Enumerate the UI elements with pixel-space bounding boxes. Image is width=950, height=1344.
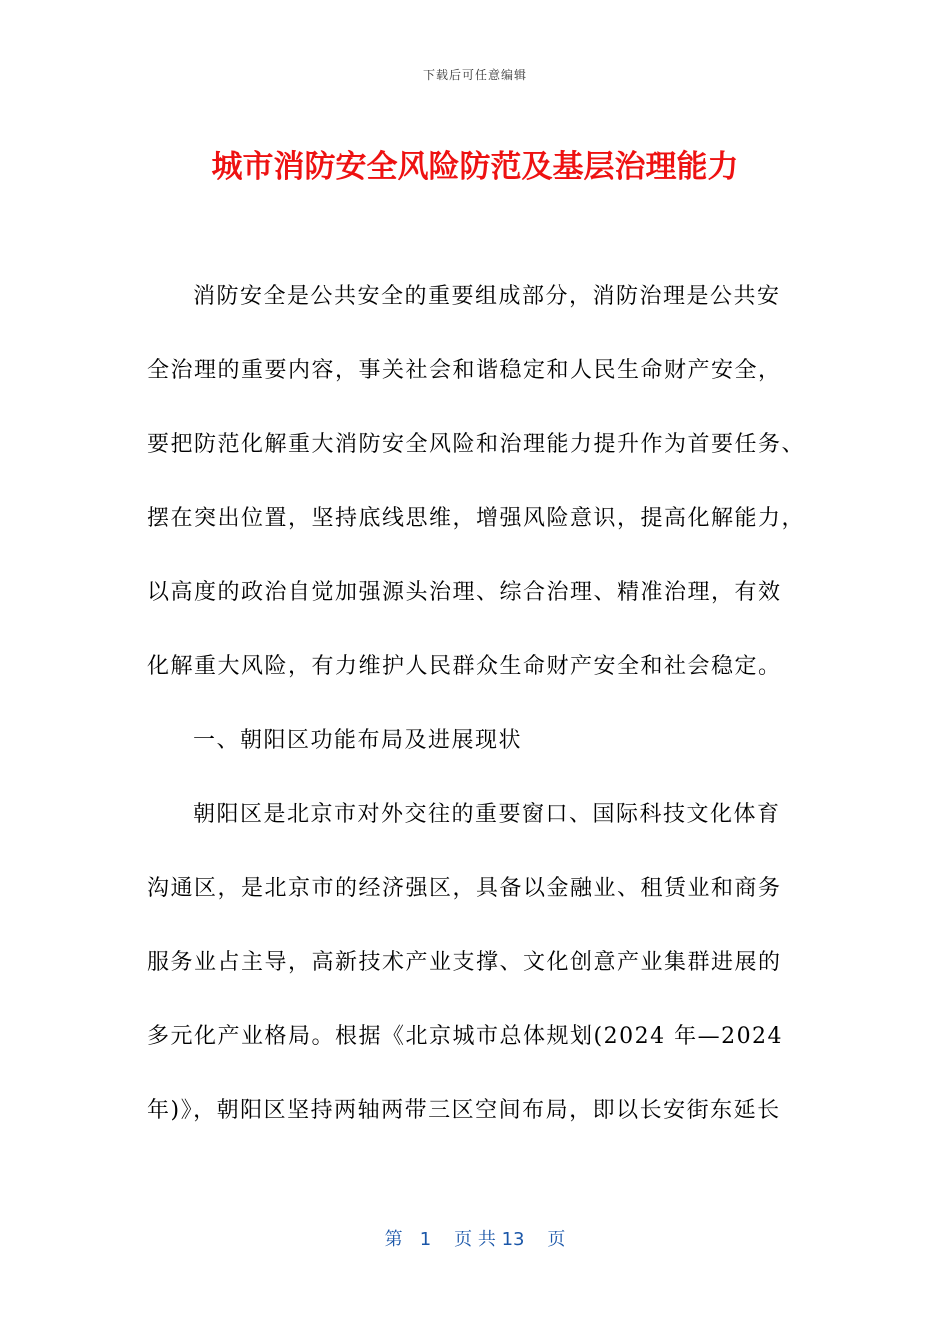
document-title: 城市消防安全风险防范及基层治理能力: [211, 149, 739, 185]
paragraph-line: 消防安全是公共安全的重要组成部分，消防治理是公共安: [193, 284, 781, 309]
paragraph-line: 以高度的政治自觉加强源头治理、综合治理、精准治理，有效: [147, 580, 782, 605]
paragraph-line: 服务业占主导，高新技术产业支撑、文化创意产业集群进展的: [147, 950, 782, 975]
section-heading: 一、朝阳区功能布局及进展现状: [193, 728, 523, 753]
page-label-prefix: 第: [384, 1229, 403, 1250]
paragraph-line: 沟通区，是北京市的经济强区，具备以金融业、租赁业和商务: [147, 876, 782, 901]
page-label-suffix: 页: [547, 1229, 566, 1250]
current-page-number: 1: [419, 1229, 432, 1250]
paragraph-line: 化解重大风险，有力维护人民群众生命财产安全和社会稳定。: [147, 654, 782, 679]
paragraph-line: 年)》，朝阳区坚持两轴两带三区空间布局，即以长安街东延长: [147, 1098, 781, 1123]
header-note: 下载后可任意编辑: [422, 68, 527, 82]
paragraph-line: 多元化产业格局。根据《北京城市总体规划(2024 年—2024: [147, 1024, 784, 1049]
page-label-middle: 页 共: [454, 1229, 496, 1250]
page-footer: [0, 1225, 950, 1251]
paragraph-line: 要把防范化解重大消防安全风险和治理能力提升作为首要任务、: [147, 432, 806, 457]
paragraph-line: 朝阳区是北京市对外交往的重要窗口、国际科技文化体育: [193, 802, 781, 827]
paragraph-line: 全治理的重要内容，事关社会和谐稳定和人民生命财产安全，: [147, 358, 782, 383]
paragraph-line: 摆在突出位置，坚持底线思维，增强风险意识，提高化解能力，: [147, 506, 806, 531]
total-pages-number: 13: [501, 1229, 525, 1250]
